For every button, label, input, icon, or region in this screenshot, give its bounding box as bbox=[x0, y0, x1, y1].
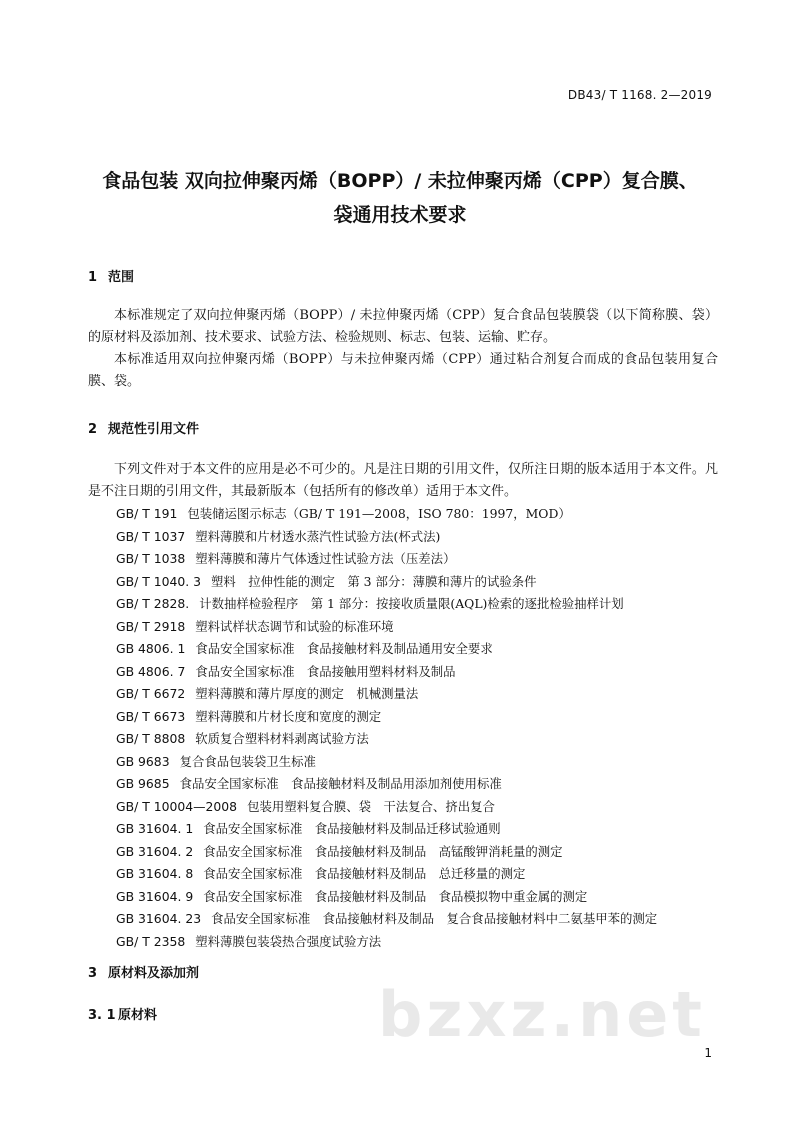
section-3-1-heading bbox=[88, 1004, 157, 1023]
reference-code: GB 4806. 1 bbox=[116, 641, 186, 656]
reference-code: GB/ T 6672 bbox=[116, 686, 186, 701]
reference-item bbox=[116, 728, 736, 751]
section-2-number: 2 bbox=[88, 422, 98, 437]
reference-code: GB/ T 6673 bbox=[116, 708, 186, 724]
reference-item bbox=[116, 683, 736, 706]
reference-code: GB 31604. 23 bbox=[116, 911, 202, 926]
section-1-number: 1 bbox=[88, 270, 98, 285]
reference-code: GB 9685 bbox=[116, 776, 170, 791]
reference-code: GB/ T 10004—2008 bbox=[116, 798, 238, 814]
page-number: 1 bbox=[704, 1046, 712, 1060]
document-title bbox=[60, 164, 740, 232]
section-2-intro: 下列文件对于本文件的应用是必不可少的。凡是注日期的引用文件，仅所注日期的版本适用于本文件。凡是不注日期的引用文件，其最新版本（包括所有的修改单）适用于本文件。 bbox=[88, 462, 718, 499]
reference-name: 食品安全国家标准 食品接触材料及制品 复合食品接触材料中二氨基甲苯的测定 bbox=[211, 911, 658, 926]
reference-item bbox=[116, 818, 736, 841]
reference-code: GB/ T 2358 bbox=[116, 933, 186, 949]
reference-item bbox=[116, 751, 736, 774]
section-3-number: 3 bbox=[88, 966, 98, 981]
reference-name: 食品安全国家标准 食品接触用塑料材料及制品 bbox=[195, 663, 456, 679]
section-3-title: 原材料及添加剂 bbox=[108, 966, 200, 981]
reference-code: GB 4806. 7 bbox=[116, 663, 186, 679]
section-1-heading bbox=[88, 266, 134, 285]
title-line-1: 食品包装 双向拉伸聚丙烯（BOPP）/ 未拉伸聚丙烯（CPP）复合膜、 bbox=[102, 170, 698, 192]
reference-item bbox=[116, 548, 736, 571]
reference-item bbox=[116, 796, 736, 819]
reference-item bbox=[116, 841, 736, 864]
reference-code: GB 31604. 8 bbox=[116, 866, 194, 881]
reference-item bbox=[116, 863, 736, 886]
reference-name: 复合食品包装袋卫生标准 bbox=[179, 753, 316, 769]
reference-name: 计数抽样检验程序 第 1 部分：按接收质量限(AQL)检索的逐批检验抽样计划 bbox=[199, 596, 624, 611]
section-1-paragraph-1: 本标准规定了双向拉伸聚丙烯（BOPP）/ 未拉伸聚丙烯（CPP）复合食品包装膜袋（以下简称膜、袋）的原材料及添加剂、技术要求、试验方法、检验规则、标志、包装、运输、贮存。 bbox=[88, 308, 718, 345]
watermark: bzxz.net bbox=[378, 978, 706, 1051]
reference-name: 食品安全国家标准 食品接触材料及制品 总迁移量的测定 bbox=[203, 866, 526, 881]
section-3-heading bbox=[88, 962, 199, 981]
standard-code: DB43/ T 1168. 2—2019 bbox=[567, 88, 712, 102]
reference-item bbox=[116, 706, 736, 729]
reference-code: GB/ T 2918 bbox=[116, 618, 186, 634]
reference-name: 塑料 拉伸性能的测定 第 3 部分：薄膜和薄片的试验条件 bbox=[211, 573, 537, 589]
reference-code: GB 31604. 9 bbox=[116, 888, 194, 904]
reference-name: 塑料薄膜和片材长度和宽度的测定 bbox=[195, 708, 382, 724]
reference-name: 塑料试样状态调节和试验的标准环境 bbox=[195, 618, 394, 634]
reference-name: 食品安全国家标准 食品接触材料及制品 食品模拟物中重金属的测定 bbox=[203, 888, 588, 904]
reference-name: 塑料薄膜和薄片气体透过性试验方法（压差法） bbox=[195, 551, 456, 566]
reference-code: GB 31604. 1 bbox=[116, 821, 194, 836]
reference-code: GB/ T 1037 bbox=[116, 528, 186, 544]
reference-name: 塑料薄膜和薄片厚度的测定 机械测量法 bbox=[195, 686, 419, 701]
reference-name: 软质复合塑料材料剥离试验方法 bbox=[195, 731, 369, 746]
section-2-heading bbox=[88, 418, 199, 437]
reference-code: GB 31604. 2 bbox=[116, 843, 194, 859]
reference-item bbox=[116, 773, 736, 796]
section-3-1-number: 3. 1 bbox=[88, 1008, 116, 1023]
section-1-paragraph-2: 本标准适用双向拉伸聚丙烯（BOPP）与未拉伸聚丙烯（CPP）通过粘合剂复合而成的食品包装用复合膜、袋。 bbox=[88, 352, 718, 389]
reference-item bbox=[116, 661, 736, 684]
reference-name: 包装储运图示标志（GB/ T 191—2008，ISO 780：1997，MOD） bbox=[187, 506, 571, 521]
section-2-title: 规范性引用文件 bbox=[108, 422, 200, 437]
reference-name: 食品安全国家标准 食品接触材料及制品通用安全要求 bbox=[195, 641, 493, 656]
reference-item bbox=[116, 908, 736, 931]
reference-item bbox=[116, 571, 736, 594]
reference-name: 食品安全国家标准 食品接触材料及制品 高锰酸钾消耗量的测定 bbox=[203, 843, 563, 859]
normative-references-list bbox=[116, 503, 736, 953]
reference-name: 食品安全国家标准 食品接触材料及制品用添加剂使用标准 bbox=[179, 776, 502, 791]
reference-code: GB/ T 1038 bbox=[116, 551, 186, 566]
reference-item bbox=[116, 526, 736, 549]
reference-item bbox=[116, 638, 736, 661]
section-1-title: 范围 bbox=[108, 270, 135, 285]
reference-item bbox=[116, 593, 736, 616]
reference-code: GB/ T 8808 bbox=[116, 731, 186, 746]
reference-item bbox=[116, 931, 736, 954]
reference-name: 包装用塑料复合膜、袋 干法复合、挤出复合 bbox=[247, 798, 495, 814]
reference-name: 塑料薄膜包装袋热合强度试验方法 bbox=[195, 933, 382, 949]
reference-code: GB/ T 2828. bbox=[116, 596, 190, 611]
reference-name: 食品安全国家标准 食品接触材料及制品迁移试验通则 bbox=[203, 821, 501, 836]
reference-item bbox=[116, 503, 736, 526]
reference-code: GB/ T 191 bbox=[116, 506, 178, 521]
reference-item bbox=[116, 616, 736, 639]
reference-name: 塑料薄膜和片材透水蒸汽性试验方法(杯式法) bbox=[195, 528, 441, 544]
reference-item bbox=[116, 886, 736, 909]
title-line-2: 袋通用技术要求 bbox=[333, 204, 467, 226]
reference-code: GB 9683 bbox=[116, 753, 170, 769]
section-3-1-title: 原材料 bbox=[118, 1008, 158, 1023]
reference-code: GB/ T 1040. 3 bbox=[116, 573, 202, 589]
